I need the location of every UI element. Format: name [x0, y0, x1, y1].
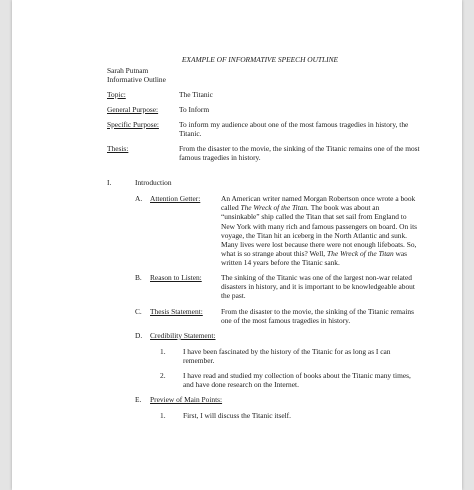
topic-text: The Titanic [179, 90, 213, 99]
specific-purpose-text: To inform my audience about one of the most famous tragedies in history, the Titanic. [179, 120, 409, 139]
preview-item-1-number: 1. [160, 411, 166, 420]
general-purpose-text: To Inform [179, 105, 210, 114]
credibility-statement-label: Credibility Statement: [150, 331, 216, 340]
reason-to-listen-text: The sinking of the Titanic was one of the largest non-war related disasters in history, and it is important to be knowledgeable about the past. [221, 273, 415, 301]
item-b-letter: B. [135, 273, 142, 282]
thesis-statement-text: From the disaster to the movie, the sinking of the Titanic remains one of the most famous tragedies in history. [221, 307, 414, 326]
author-name: Sarah Putnam [107, 66, 149, 75]
specific-purpose-label: Specific Purpose: [107, 120, 159, 129]
attention-getter-label: Attention Getter: [150, 194, 201, 203]
item-e-letter: E. [135, 395, 142, 404]
thesis-label: Thesis: [107, 144, 129, 153]
topic-label: Topic: [107, 90, 126, 99]
reason-to-listen-label: Reason to Listen: [150, 273, 202, 282]
attention-getter-text: An American writer named Morgan Robertson once wrote a book called The Wreck of the Titan. The book was about an “unsinkable” ship called the Titan that set sail from England to New York with many rich and famous passengers on board. On its voyage, the Titan hit an iceberg in the North Atlantic and sunk. Many lives were lost because there were not enough lifeboats. So, what is so strange about this? Well, The Wreck of the Titan was written 14 years before the Titanic sank. [221, 194, 418, 268]
item-a-letter: A. [135, 194, 143, 203]
section-title: Introduction [135, 178, 172, 187]
credibility-item-2-number: 2. [160, 371, 166, 380]
thesis-text: From the disaster to the movie, the sinking of the Titanic remains one of the most famous tragedies in history. [179, 144, 420, 163]
credibility-item-2-text: I have read and studied my collection of books about the Titanic many times, and have done research on the Internet. [183, 371, 411, 390]
general-purpose-label: General Purpose: [107, 105, 159, 114]
page-title: EXAMPLE OF INFORMATIVE SPEECH OUTLINE [181, 55, 339, 64]
preview-item-1-text: First, I will discuss the Titanic itself. [183, 411, 291, 420]
preview-main-points-label: Preview of Main Points: [150, 395, 223, 404]
thesis-statement-label: Thesis Statement: [150, 307, 203, 316]
credibility-item-1-number: 1. [160, 347, 166, 356]
document-page [12, 0, 462, 490]
section-numeral: I. [107, 178, 112, 187]
credibility-item-1-text: I have been fascinated by the history of the Titanic for as long as I can remember. [183, 347, 391, 366]
item-d-letter: D. [135, 331, 143, 340]
document-subtitle: Informative Outline [107, 75, 166, 84]
item-c-letter: C. [135, 307, 142, 316]
